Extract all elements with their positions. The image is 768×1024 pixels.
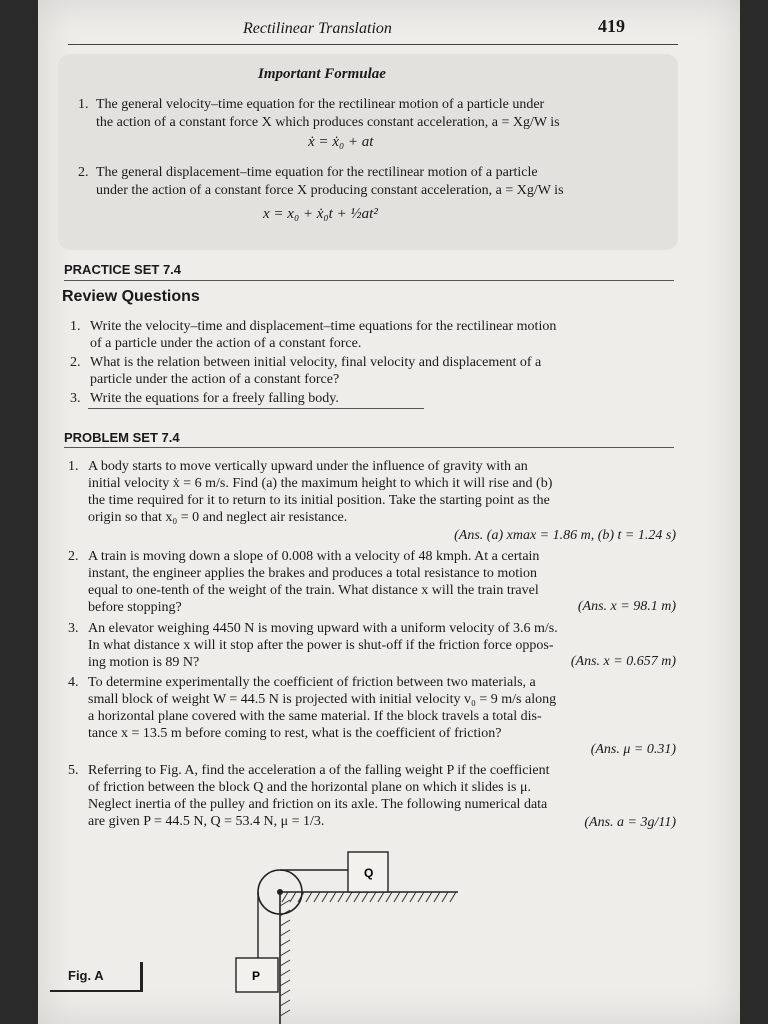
figure-label-box <box>50 962 143 992</box>
figure-label: Fig. A <box>68 968 104 983</box>
problem-5-number: 5. <box>68 763 79 778</box>
problem-1-line4: origin so that x₀ = 0 and neglect air resistance. <box>88 510 348 525</box>
problem-3-number: 3. <box>68 621 79 636</box>
problem-set-heading: PROBLEM SET 7.4 <box>64 430 180 445</box>
running-header-title: Rectilinear Translation <box>243 20 392 37</box>
problem-1-number: 1. <box>68 459 79 474</box>
problem-4-line2: small block of weight W = 44.5 N is projected with initial velocity v₀ = 9 m/s along <box>88 692 557 707</box>
problem-5-line4: are given P = 44.5 N, Q = 53.4 N, μ = 1/3. <box>88 814 325 829</box>
review-question-1-line2: of a particle under the action of a constant force. <box>90 336 362 351</box>
problem-2-line3: equal to one-tenth of the weight of the train. What distance x will the train travel <box>88 583 539 598</box>
formula-1-line2: the action of a constant force X which produces constant acceleration, a = Xg/W is <box>96 115 560 130</box>
plane-hatching <box>282 892 456 902</box>
problem-1-line1: A body starts to move vertically upward under the influence of gravity with an <box>88 459 528 474</box>
formula-2-number: 2. <box>78 165 89 180</box>
problem-4-answer: (Ans. μ = 0.31) <box>590 742 676 757</box>
pulley-axle <box>277 889 283 895</box>
problem-3-line2: In what distance x will it stop after the power is shut-off if the friction force oppos- <box>88 638 554 653</box>
problem-5-answer: (Ans. a = 3g/11) <box>584 815 676 830</box>
formula-2-line2: under the action of a constant force X producing constant acceleration, a = Xg/W is <box>96 183 564 198</box>
review-question-2 <box>70 354 680 388</box>
block-q-label: Q <box>364 866 374 880</box>
problem-4-line3: a horizontal plane covered with the same material. If the block travels a total dis- <box>88 709 542 724</box>
problem-2-line2: instant, the engineer applies the brakes and produces a total resistance to motion <box>88 566 538 581</box>
review-question-3-line1: Write the equations for a freely falling body. <box>90 391 339 406</box>
review-question-1 <box>70 318 680 352</box>
problem-1-line2: initial velocity ẋ = 6 m/s. Find (a) the maximum height to which it will rise and (b) <box>88 476 553 491</box>
formula-1-equation: ẋ = ẋ₀ + at <box>308 134 374 150</box>
problem-2-line1: A train is moving down a slope of 0.008 with a velocity of 48 kmph. At a certain <box>88 549 540 564</box>
formulae-title: Important Formulae <box>258 66 386 82</box>
review-question-1-number: 1. <box>70 319 81 334</box>
formula-2-line1: The general displacement–time equation for the rectilinear motion of a particle <box>96 165 538 180</box>
problem-2-line4: before stopping? <box>88 600 182 615</box>
review-question-2-line2: particle under the action of a constant force? <box>90 372 340 387</box>
problem-4 <box>68 674 678 742</box>
book-page <box>38 0 740 1024</box>
problem-3-answer: (Ans. x = 0.657 m) <box>570 654 676 669</box>
problem-1-line3: the time required for it to return to its initial position. Take the starting point as the <box>88 493 550 508</box>
formula-2-equation: x = x₀ + ẋ₀t + ½at² <box>263 206 378 222</box>
header-rule <box>68 44 678 45</box>
page-number: 419 <box>598 16 625 36</box>
problem-1 <box>68 458 678 526</box>
problem-1-answer: (Ans. (a) xmax = 1.86 m, (b) t = 1.24 s) <box>454 528 676 543</box>
review-question-1-line1: Write the velocity–time and displacement–time equations for the rectilinear motion <box>90 319 557 334</box>
formula-1-number: 1. <box>78 97 89 112</box>
problem-5-line2: of friction between the block Q and the horizontal plane on which it slides is μ. <box>88 780 531 795</box>
figure-a-diagram <box>38 840 740 1024</box>
problem-3-line3: ing motion is 89 N? <box>88 655 200 670</box>
problem-4-line1: To determine experimentally the coefficient of friction between two materials, a <box>88 675 536 690</box>
review-question-3 <box>70 390 680 407</box>
problem-3-line1: An elevator weighing 4450 N is moving upward with a uniform velocity of 3.6 m/s. <box>88 621 558 636</box>
review-question-2-number: 2. <box>70 355 81 370</box>
review-question-2-line1: What is the relation between initial velocity, final velocity and displacement of a <box>90 355 542 370</box>
problem-2-answer: (Ans. x = 98.1 m) <box>577 599 676 614</box>
review-questions-heading: Review Questions <box>62 288 200 305</box>
problem-5-line1: Referring to Fig. A, find the acceleration a of the falling weight P if the coefficient <box>88 763 550 778</box>
practice-set-heading: PRACTICE SET 7.4 <box>64 262 182 277</box>
review-question-3-number: 3. <box>70 391 81 406</box>
review-end-rule <box>88 408 424 409</box>
problem-5-line3: Neglect inertia of the pulley and friction on its axle. The following numerical data <box>88 797 548 812</box>
formula-1-line1: The general velocity–time equation for the rectilinear motion of a particle under <box>96 97 545 112</box>
wall-hatching <box>280 900 290 1016</box>
problem-4-line4: tance x = 13.5 m before coming to rest, what is the coefficient of friction? <box>88 726 502 741</box>
block-p-label: P <box>252 969 261 983</box>
problem-2-number: 2. <box>68 549 79 564</box>
problem-set-rule <box>64 447 674 448</box>
practice-set-rule <box>64 280 674 281</box>
problem-4-number: 4. <box>68 675 79 690</box>
